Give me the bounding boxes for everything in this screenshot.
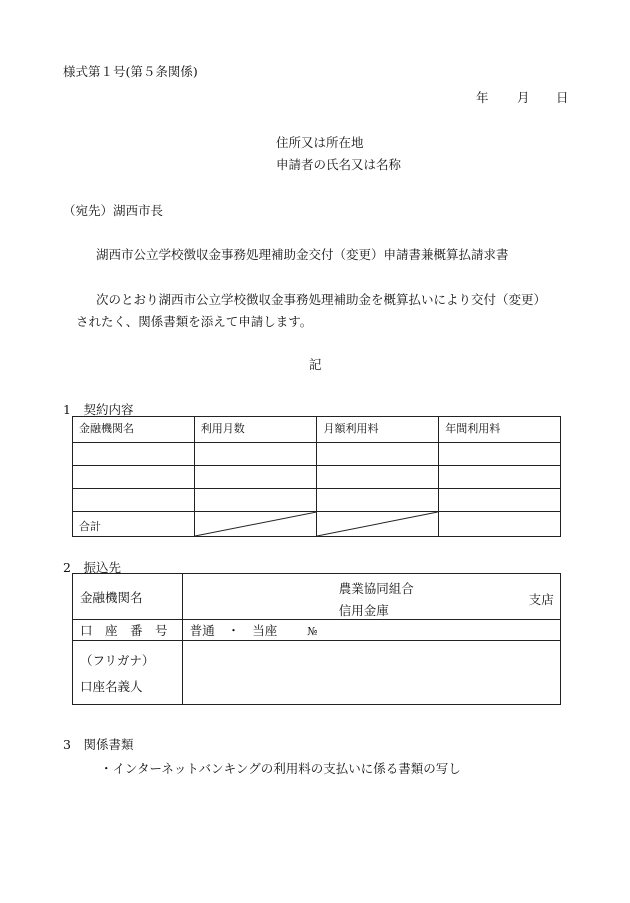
addressee: （宛先）湖西市長 (63, 203, 164, 218)
applicant-name-label: 申請者の氏名又は名称 (276, 157, 402, 172)
cell[interactable] (194, 443, 317, 466)
cell[interactable] (73, 443, 195, 466)
body-line-1: 次のとおり湖西市公立学校徴収金事務処理補助金を概算払いにより交付（変更） (96, 292, 547, 307)
section2-heading: 2 振込先 (63, 560, 121, 575)
diagonal-cell (317, 512, 439, 537)
diagonal-line (195, 512, 317, 536)
col-monthly-fee: 月額利用料 (317, 417, 439, 443)
bank-type-agri: 農業協同組合 (338, 581, 414, 596)
date-year: 年 (476, 90, 489, 105)
total-annual-cell[interactable] (439, 512, 561, 537)
table-row (73, 466, 561, 489)
table-row (73, 443, 561, 466)
contract-table (72, 416, 561, 537)
cell[interactable] (439, 443, 561, 466)
account-number-cell[interactable] (182, 620, 560, 641)
diagonal-cell (194, 512, 317, 537)
account-number-row (73, 620, 561, 641)
date-month: 月 (517, 90, 530, 105)
form-number: 様式第１号(第５条関係) (63, 64, 198, 79)
applicant-address-label: 住所又は所在地 (276, 135, 364, 150)
total-row (73, 512, 561, 537)
holder-row (73, 641, 561, 705)
cell[interactable] (73, 466, 195, 489)
holder-label-cell (73, 641, 183, 705)
ki-mark: 記 (309, 357, 322, 372)
cell[interactable] (194, 489, 317, 512)
bank-row (73, 574, 561, 620)
holder-label: 口座名義人 (80, 678, 143, 694)
related-document-item: ・インターネットバンキングの利用料の支払いに係る書類の写し (100, 761, 461, 776)
diagonal-line (317, 512, 438, 536)
account-number-label: 口 座 番 号 (73, 620, 183, 641)
col-months: 利用月数 (194, 417, 317, 443)
document-title: 湖西市公立学校徴収金事務処理補助金交付（変更）申請書兼概算払請求書 (96, 247, 509, 262)
cell[interactable] (317, 443, 439, 466)
bank-label: 金融機関名 (73, 574, 183, 620)
cell[interactable] (194, 466, 317, 489)
date-day: 日 (556, 90, 569, 105)
col-annual-fee: 年間利用料 (439, 417, 561, 443)
transfer-table (72, 573, 561, 705)
cell[interactable] (439, 489, 561, 512)
furigana-label: （フリガナ） (80, 652, 155, 668)
holder-cell[interactable] (182, 641, 560, 705)
table-row (73, 489, 561, 512)
body-line-2: されたく、関係書類を添えて申請します。 (76, 314, 313, 329)
bank-type-shinkin: 信用金庫 (338, 603, 389, 618)
section3-heading: 3 関係書類 (63, 737, 134, 752)
contract-header-row (73, 417, 561, 443)
cell[interactable] (73, 489, 195, 512)
total-label: 合計 (73, 512, 195, 537)
branch-label: 支店 (528, 592, 554, 607)
cell[interactable] (317, 466, 439, 489)
account-type-options: 普通 ・ 当座 (189, 623, 278, 638)
cell[interactable] (439, 466, 561, 489)
number-mark: № (307, 625, 318, 638)
col-bank-name: 金融機関名 (73, 417, 195, 443)
bank-cell[interactable] (182, 574, 560, 620)
section1-heading: 1 契約内容 (63, 402, 134, 417)
cell[interactable] (317, 489, 439, 512)
